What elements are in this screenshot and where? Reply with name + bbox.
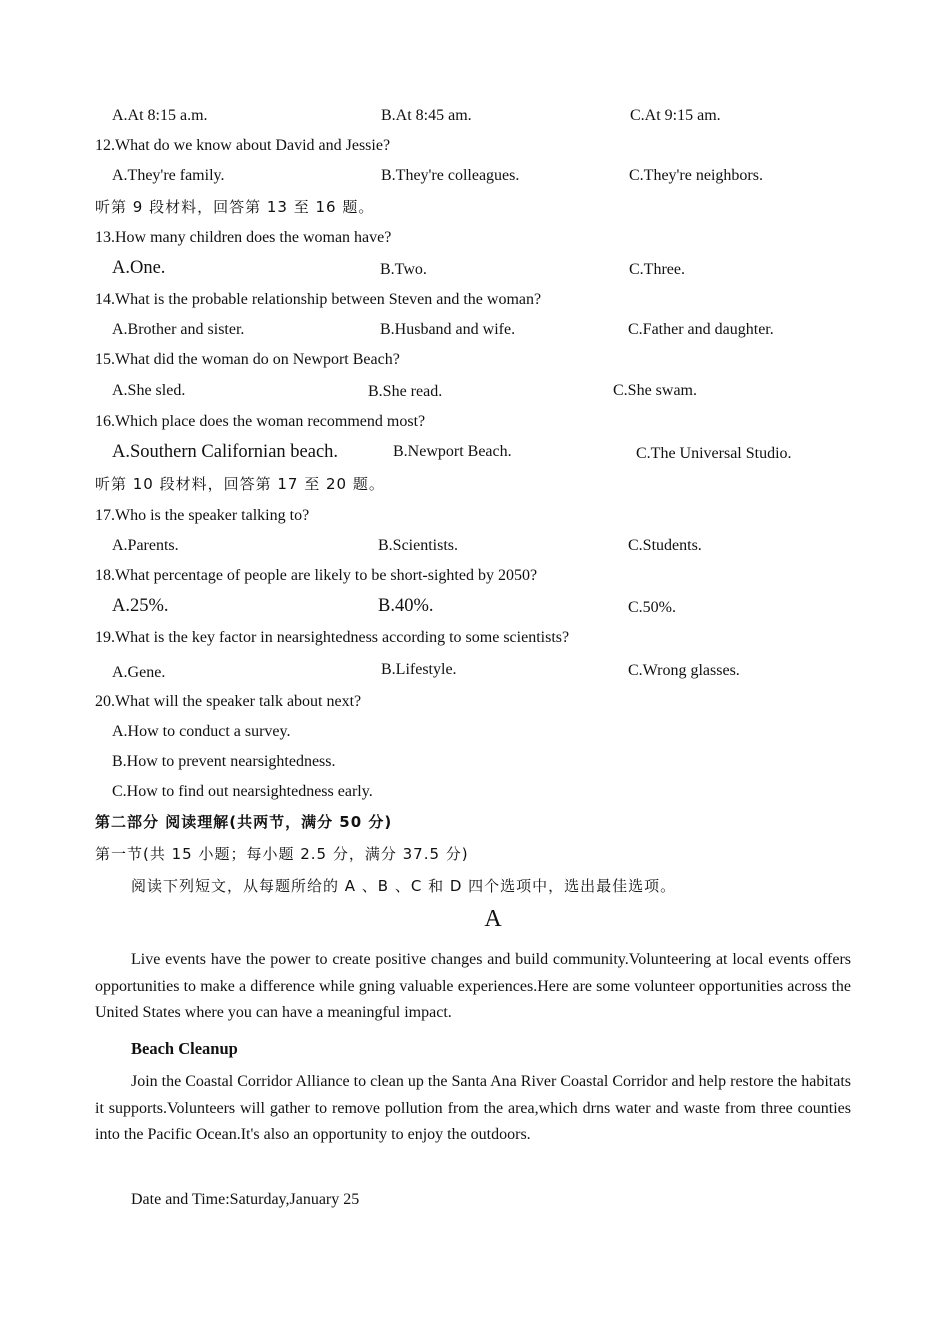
reading-instruction: 阅读下列短文，从每题所给的 A 、B 、C 和 D 四个选项中，选出最佳选项。 — [131, 877, 677, 895]
q11-option-c: C.At 9:15 am. — [630, 107, 721, 124]
q16-stem: 16.Which place does the woman recommend most? — [95, 413, 426, 430]
q14-option-b: B.Husband and wife. — [380, 321, 516, 338]
q13-stem: 13.How many children does the woman have? — [95, 229, 392, 246]
q15-stem: 15.What did the woman do on Newport Beach? — [95, 351, 400, 368]
passage-intro: Live events have the power to create positive changes and build community.Volunteering at local events offers opportunities to make a difference while gning valuable experiences.Here are some volunteer opportunities across the United States where you can have a meaningful impact. — [95, 951, 851, 1021]
q16-option-c: C.The Universal Studio. — [636, 445, 792, 462]
q12-option-a: A.They're family. — [112, 167, 225, 184]
q18-option-a: A.25%. — [112, 596, 169, 616]
q19-stem: 19.What is the key factor in nearsightedness according to some scientists? — [95, 629, 570, 646]
q20-stem: 20.What will the speaker talk about next? — [95, 693, 362, 710]
q16-option-a: A.Southern Californian beach. — [112, 442, 339, 462]
q12-option-b: B.They're colleagues. — [381, 167, 520, 184]
beach-cleanup-heading: Beach Cleanup — [131, 1039, 238, 1058]
q12-option-c: C.They're neighbors. — [629, 167, 763, 184]
q19-option-a: A.Gene. — [112, 664, 166, 681]
q20-option-a: A.How to conduct a survey. — [112, 723, 291, 740]
q11-option-a: A.At 8:15 a.m. — [112, 107, 208, 124]
q12-stem: 12.What do we know about David and Jessie? — [95, 137, 391, 154]
q15-option-b: B.She read. — [368, 383, 443, 400]
part-2-heading: 第二部分 阅读理解(共两节，满分 50 分) — [95, 813, 393, 831]
q18-stem: 18.What percentage of people are likely to be short-sighted by 2050? — [95, 567, 538, 584]
passage-letter: A — [484, 906, 502, 932]
q13-option-b: B.Two. — [380, 261, 427, 278]
date-and-time: Date and Time:Saturday,January 25 — [131, 1191, 360, 1208]
q16-option-b: B.Newport Beach. — [393, 443, 512, 460]
q19-option-c: C.Wrong glasses. — [628, 662, 740, 679]
q17-stem: 17.Who is the speaker talking to? — [95, 507, 310, 524]
beach-cleanup-body: Join the Coastal Corridor Alliance to clean up the Santa Ana River Coastal Corridor and help restore the habitats it supports.Volunteers will gather to remove pollution from the area,which drns water and waste from three counties into the Pacific Ocean.It's also an opportunity to enjoy the outdoors. — [95, 1073, 851, 1143]
q18-option-c: C.50%. — [628, 599, 676, 616]
q11-option-b: B.At 8:45 am. — [381, 107, 472, 124]
q14-option-c: C.Father and daughter. — [628, 321, 774, 338]
q17-option-c: C.Students. — [628, 537, 702, 554]
q15-option-c: C.She swam. — [613, 382, 697, 399]
q20-option-c: C.How to find out nearsightedness early. — [112, 783, 373, 800]
q14-stem: 14.What is the probable relationship between Steven and the woman? — [95, 291, 542, 308]
q13-option-a: A.One. — [112, 258, 166, 278]
section-9-heading: 听第 9 段材料，回答第 13 至 16 题。 — [95, 198, 375, 216]
part-2-subheading: 第一节(共 15 小题；每小题 2.5 分，满分 37.5 分) — [95, 845, 469, 863]
section-10-heading: 听第 10 段材料，回答第 17 至 20 题。 — [95, 475, 385, 493]
q14-option-a: A.Brother and sister. — [112, 321, 245, 338]
q17-option-b: B.Scientists. — [378, 537, 459, 554]
q15-option-a: A.She sled. — [112, 382, 186, 399]
q20-option-b: B.How to prevent nearsightedness. — [112, 753, 336, 770]
q18-option-b: B.40%. — [378, 596, 434, 616]
q19-option-b: B.Lifestyle. — [381, 661, 457, 678]
q13-option-c: C.Three. — [629, 261, 685, 278]
q17-option-a: A.Parents. — [112, 537, 179, 554]
